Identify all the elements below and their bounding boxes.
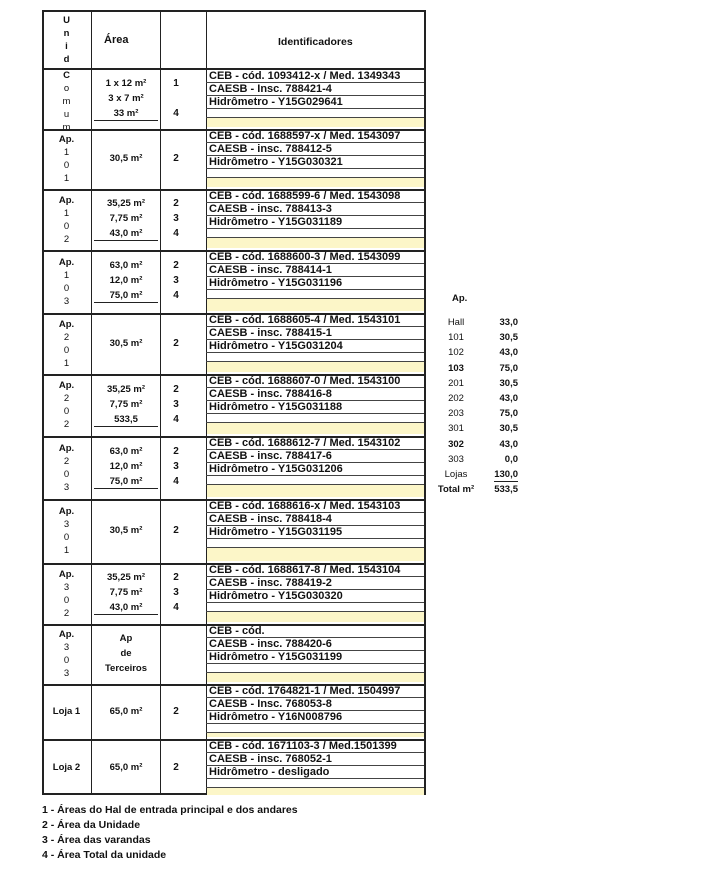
unit-label: C <box>63 70 70 81</box>
id-line-separator <box>206 672 424 673</box>
summary-row <box>434 346 518 359</box>
unit-label: Ap. <box>58 380 75 391</box>
note-number: 2 <box>173 446 179 457</box>
highlight-cell <box>207 177 424 187</box>
identifier-line: Hidrômetro - Y15G030320 <box>209 590 343 602</box>
highlight-cell <box>207 672 424 682</box>
note-number: 2 <box>173 525 179 536</box>
summary-row <box>434 316 518 329</box>
identifier-line: CEB - cód. 1688607-0 / Med. 1543100 <box>209 375 401 387</box>
note-number: 2 <box>173 383 179 395</box>
identifier-line: Hidrômetro - Y15G031195 <box>209 526 343 538</box>
header-unit: U n i d <box>63 15 70 65</box>
identifier-line: Hidrômetro - Y15G031204 <box>209 340 343 352</box>
id-line-separator <box>206 547 424 548</box>
area-value: 7,75 m² <box>109 213 143 224</box>
identifier-line: CEB - cód. 1688597-x / Med. 1543097 <box>209 130 401 142</box>
unit-label: 0 <box>63 160 70 171</box>
identifier-line: CAESB - insc. 788420-6 <box>209 638 332 650</box>
identifier-line: CAESB - insc. 788415-1 <box>209 327 332 339</box>
identifier-line: CEB - cód. 1688599-6 / Med. 1543098 <box>209 190 401 202</box>
id-line-separator <box>206 177 424 178</box>
identifier-line: CEB - cód. 1688612-7 / Med. 1543102 <box>209 437 401 449</box>
id-line-separator <box>206 352 424 353</box>
summary-label: Hall <box>447 317 465 328</box>
area-value: 3 x 7 m² <box>108 93 144 104</box>
footnote: 4 - Área Total da unidade <box>42 849 167 861</box>
id-line-separator <box>206 298 424 299</box>
summary-label: 201 <box>448 377 464 389</box>
unit-label: 0 <box>63 532 70 543</box>
summary-label: Total m² <box>437 484 475 496</box>
id-line-separator <box>206 168 424 169</box>
unit-label: Ap. <box>58 256 75 268</box>
summary-label: 302 <box>448 438 464 450</box>
area-value: 7,75 m² <box>109 398 143 410</box>
identifier-line: CEB - cód. 1093412-x / Med. 1349343 <box>209 70 401 82</box>
header-identificadores: Identificadores <box>278 36 353 48</box>
identifier-line: CAESB - insc. 788419-2 <box>209 577 332 589</box>
summary-label: 303 <box>448 453 464 465</box>
area-value: 35,25 m² <box>106 198 146 209</box>
header-area: Área <box>104 34 129 46</box>
unit-cell <box>44 628 89 680</box>
summary-value: 75,0 <box>499 362 518 374</box>
area-value: 35,25 m² <box>106 572 146 583</box>
unit-label: 2 <box>63 233 70 245</box>
identifier-line: CAESB - insc. 788412-5 <box>209 143 332 155</box>
identifier-line: CEB - cód. 1688617-8 / Med. 1543104 <box>209 564 401 576</box>
area-value: 30,5 m² <box>109 525 143 536</box>
id-line-separator <box>206 475 424 476</box>
highlight-cell <box>207 361 424 372</box>
unit-label: Ap. <box>58 629 75 640</box>
identifier-line: Hidrômetro - Y15G031206 <box>209 463 343 475</box>
area-value: 1 x 12 m² <box>105 78 147 89</box>
unit-label: 1 <box>63 147 70 158</box>
units-table <box>42 10 426 795</box>
identifier-line: Hidrômetro - Y15G031189 <box>209 216 343 228</box>
summary-value: 30,5 <box>499 377 518 389</box>
summary-value: 43,0 <box>499 393 518 404</box>
unit-label: o <box>63 83 70 94</box>
area-value: 35,25 m² <box>106 383 146 395</box>
identifier-line: CAESB - insc. 788416-8 <box>209 388 332 400</box>
unit-label: Ap. <box>58 194 75 206</box>
highlight-cell <box>207 237 424 248</box>
note-number: 1 <box>173 78 179 89</box>
identifier-line: CEB - cód. 1688616-x / Med. 1543103 <box>209 500 401 512</box>
note-number: 4 <box>173 413 179 425</box>
identifier-line: Hidrômetro - Y15G031199 <box>209 651 343 663</box>
id-line-separator <box>206 237 424 238</box>
unit-cell <box>44 505 89 557</box>
unit-label: 0 <box>63 344 70 356</box>
summary-label: 203 <box>448 408 464 420</box>
id-line-separator <box>206 778 424 779</box>
unit-label: Ap. <box>58 568 75 580</box>
summary-value: 130,0 <box>494 469 518 480</box>
unit-label: 2 <box>63 455 70 467</box>
identifier-line: CEB - cód. 1671103-3 / Med.1501399 <box>209 740 397 752</box>
area-value: 65,0 m² <box>109 705 143 717</box>
summary-label: 101 <box>448 332 464 344</box>
footnote: 3 - Área das varandas <box>42 834 151 846</box>
summary-row <box>434 392 518 405</box>
id-line-separator <box>206 663 424 664</box>
note-number: 4 <box>173 108 179 119</box>
unit-label: 3 <box>63 481 70 493</box>
identifier-line: Hidrômetro - desligado <box>209 766 330 778</box>
note-number: 3 <box>173 213 179 224</box>
identifier-line: Hidrômetro - Y15G031188 <box>209 401 343 413</box>
note-number: 4 <box>173 476 179 487</box>
unit-label: 1 <box>63 357 70 369</box>
summary-value: 30,5 <box>499 332 518 344</box>
unit-label: Ap. <box>58 134 75 145</box>
area-value: 533,5 <box>94 413 158 427</box>
identifier-line: Hidrômetro - Y15G031196 <box>209 277 343 289</box>
summary-row <box>434 438 518 451</box>
note-number: 2 <box>173 260 179 271</box>
id-line-separator <box>206 117 424 118</box>
summary-label: 301 <box>448 423 464 435</box>
summary-row <box>434 483 518 496</box>
unit-label: 2 <box>63 607 70 619</box>
unit-cell <box>44 705 89 718</box>
summary-value: 75,0 <box>499 408 518 420</box>
area-value: 7,75 m² <box>109 587 143 598</box>
summary-value: 0,0 <box>504 453 518 465</box>
summary-value: 30,5 <box>499 423 518 435</box>
unit-label: 3 <box>63 519 70 530</box>
identifier-line: CAESB - insc. 788417-6 <box>209 450 332 462</box>
note-number: 2 <box>173 762 179 773</box>
identifier-line: Hidrômetro - Y16N008796 <box>209 711 343 723</box>
unit-label: Ap. <box>58 442 75 454</box>
area-value: 33 m² <box>94 107 158 121</box>
summary-row <box>434 407 518 420</box>
note-number: 2 <box>173 153 179 164</box>
area-value: 30,5 m² <box>109 153 143 164</box>
unit-label: Loja 2 <box>52 762 81 773</box>
area-value: 12,0 m² <box>109 461 143 472</box>
summary-value: 43,0 <box>499 347 518 359</box>
summary-value: 43,0 <box>499 438 518 450</box>
identifier-line: CEB - cód. 1764821-1 / Med. 1504997 <box>209 685 401 697</box>
unit-label: Loja 1 <box>52 705 81 717</box>
unit-cell <box>44 442 89 494</box>
summary-row <box>434 331 518 344</box>
note-number: 3 <box>173 461 179 472</box>
identifier-line: CEB - cód. 1688600-3 / Med. 1543099 <box>209 251 401 263</box>
unit-cell <box>44 379 89 431</box>
summary-value: 33,0 <box>499 317 518 328</box>
note-number: 4 <box>173 602 179 613</box>
unit-cell <box>44 761 89 774</box>
id-line-separator <box>206 228 424 229</box>
unit-label: 0 <box>63 468 70 480</box>
unit-label: 3 <box>63 668 70 679</box>
unit-cell <box>44 194 89 246</box>
note-number: 2 <box>173 198 179 209</box>
area-value: 75,0 m² <box>94 289 158 303</box>
identifier-line: CAESB - Insc. 788421-4 <box>209 83 332 95</box>
unit-label: 0 <box>63 282 70 294</box>
identifier-line: CEB - cód. <box>209 625 265 637</box>
id-line-separator <box>206 787 424 788</box>
area-value: 65,0 m² <box>109 762 143 773</box>
summary-row <box>434 453 518 466</box>
unit-label: 3 <box>63 642 70 653</box>
note-number: 2 <box>173 572 179 583</box>
unit-label: u <box>63 109 70 120</box>
unit-label: 0 <box>63 406 70 417</box>
note-number: 4 <box>173 228 179 239</box>
identifier-line: CAESB - insc. 788414-1 <box>209 264 332 276</box>
id-line-separator <box>206 361 424 362</box>
summary-title: Ap. <box>452 293 468 304</box>
area-value: 63,0 m² <box>109 260 143 271</box>
summary-row <box>434 468 518 481</box>
note-number: 3 <box>173 398 179 410</box>
identifier-line: CAESB - insc. 768052-1 <box>209 753 332 765</box>
unit-label: 1 <box>63 269 70 281</box>
summary-row <box>434 422 518 435</box>
unit-cell <box>44 318 89 370</box>
id-line-separator <box>206 413 424 414</box>
highlight-cell <box>207 298 424 311</box>
summary-label: 202 <box>448 393 464 404</box>
footnotes <box>42 803 298 863</box>
identifier-line: CAESB - insc. 788413-3 <box>209 203 332 215</box>
id-line-separator <box>206 538 424 539</box>
note-number: 2 <box>173 705 179 717</box>
area-value: Terceiros <box>104 663 148 674</box>
area-value: 12,0 m² <box>109 275 143 286</box>
unit-label: m <box>62 96 71 107</box>
area-value: 75,0 m² <box>94 475 158 489</box>
area-value: 30,5 m² <box>109 337 143 349</box>
unit-label: 1 <box>63 207 70 219</box>
note-number: 3 <box>173 587 179 598</box>
unit-cell <box>44 568 89 620</box>
unit-label: 3 <box>63 581 70 593</box>
summary-label: 103 <box>448 362 464 374</box>
unit-label: 2 <box>63 393 70 404</box>
highlight-cell <box>207 547 424 561</box>
unit-label: Ap. <box>58 506 75 517</box>
unit-cell <box>44 133 89 185</box>
identifier-line: CAESB - Insc. 768053-8 <box>209 698 332 710</box>
area-value: 43,0 m² <box>94 227 158 241</box>
unit-label: 1 <box>63 545 70 556</box>
unit-label: m <box>62 122 71 133</box>
note-number: 2 <box>173 337 179 349</box>
highlight-cell <box>207 787 424 795</box>
note-number: 4 <box>173 290 179 301</box>
identifier-line: Hidrômetro - Y15G030321 <box>209 156 343 168</box>
highlight-cell <box>207 611 424 622</box>
highlight-cell <box>207 117 424 127</box>
area-value: de <box>120 648 132 659</box>
identifier-line: Hidrômetro - Y15G029641 <box>209 96 343 108</box>
unit-label: 2 <box>63 419 70 430</box>
unit-cell <box>44 69 89 134</box>
unit-label: 1 <box>63 173 70 184</box>
id-line-separator <box>206 611 424 612</box>
highlight-cell <box>207 484 424 497</box>
id-line-separator <box>206 108 424 109</box>
id-line-separator <box>206 484 424 485</box>
summary-row <box>434 377 518 390</box>
id-line-separator <box>206 602 424 603</box>
summary-value: 533,5 <box>494 484 518 496</box>
id-line-separator <box>206 289 424 290</box>
unit-label: Ap. <box>58 318 75 330</box>
id-line-separator <box>206 422 424 423</box>
id-line-separator <box>206 723 424 724</box>
id-line-separator <box>206 732 424 733</box>
identifier-line: CEB - cód. 1688605-4 / Med. 1543101 <box>209 314 401 326</box>
identifier-line: CAESB - insc. 788418-4 <box>209 513 332 525</box>
area-value: Ap <box>119 633 133 644</box>
summary-row <box>434 362 518 375</box>
footnote: 2 - Área da Unidade <box>42 819 141 831</box>
summary-label: Lojas <box>444 469 468 480</box>
unit-label: 2 <box>63 331 70 343</box>
unit-cell <box>44 256 89 308</box>
footnote: 1 - Áreas do Hal de entrada principal e dos andares <box>42 804 298 816</box>
unit-label: 0 <box>63 594 70 606</box>
area-value: 43,0 m² <box>94 601 158 615</box>
note-number: 3 <box>173 275 179 286</box>
summary-label: 102 <box>448 347 464 359</box>
unit-label: 0 <box>63 655 70 666</box>
area-value: 63,0 m² <box>109 446 143 457</box>
unit-label: 0 <box>63 220 70 232</box>
highlight-cell <box>207 422 424 434</box>
unit-label: 3 <box>63 295 70 307</box>
